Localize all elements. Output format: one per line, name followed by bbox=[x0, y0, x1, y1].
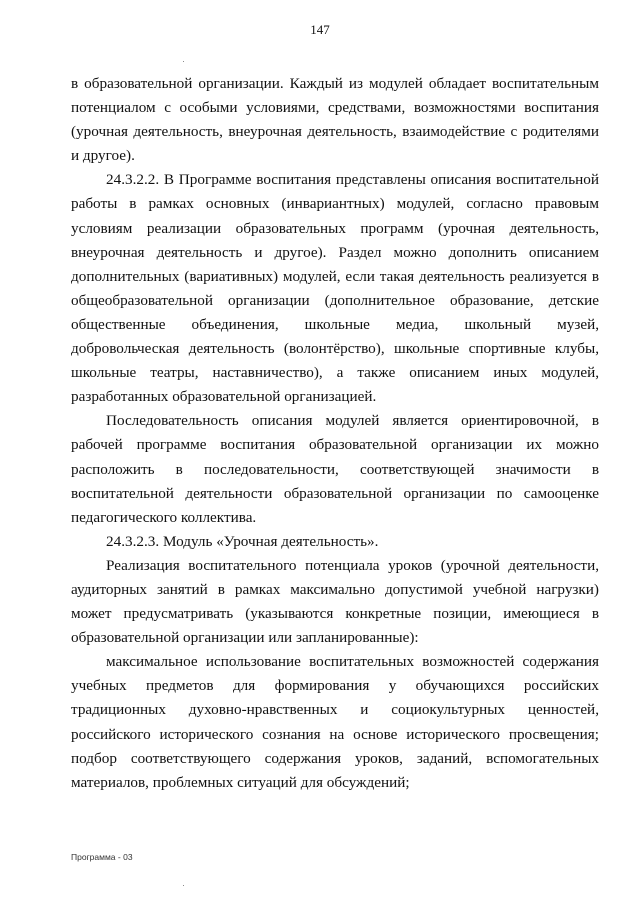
paragraph-continuation: в образовательной организации. Каждый из модулей обладает воспитательным потенциалом с особыми условиями, средствами, возможностями воспитания (урочная деятельность, внеурочная деятельность, взаимодействие с родителями и другое). bbox=[71, 75, 599, 165]
paragraph-module-order: Последовательность описания модулей является ориентировочной, в рабочей программе воспитания образовательной организации их можно расположить в последовательности, соответствующей значимости в воспитательной деятельности образовательной организации по самооценке педагогического коллектива. bbox=[71, 412, 599, 526]
body-text bbox=[71, 72, 599, 795]
scan-artifact-mark: · bbox=[182, 880, 185, 890]
page-number: 147 bbox=[310, 22, 330, 37]
paragraph-max-use: максимальное использование воспитательных возможностей содержания учебных предметов для формирования у обучающихся российских традиционных духовно-нравственных и социокультурных ценностей, российского исторического сознания на основе исторического просвещения; подбор соответствующего содержания уроков, заданий, вспомогательных материалов, проблемных ситуаций для обсуждений; bbox=[71, 653, 599, 791]
paragraph-24-3-2-2: 24.3.2.2. В Программе воспитания представлены описания воспитательной работы в рамках основных (инвариантных) модулей, согласно правовым условиям реализации образовательных программ (урочная деятельность, внеурочная деятельность и другое). Раздел можно дополнить описанием дополнительных (вариативных) модулей, если такая деятельность реализуется в общеобразовательной организации (дополнительное образование, детские общественные объединения, школьные медиа, школьный музей, добровольческая деятельность (волонтёрство), школьные спортивные клубы, школьные театры, наставничество), а также описанием иных модулей, разработанных образовательной организацией. bbox=[71, 171, 599, 406]
footer-label: Программа - 03 bbox=[71, 852, 133, 862]
section-heading-24-3-2-3: 24.3.2.3. Модуль «Урочная деятельность». bbox=[106, 532, 379, 550]
paragraph-lesson-potential: Реализация воспитательного потенциала уроков (урочной деятельности, аудиторных занятий в рамках максимально допустимой учебной нагрузки) может предусматривать (указываются конкретные позиции, имеющиеся в образовательной организации или запланированные): bbox=[71, 556, 599, 647]
scan-artifact-mark: · bbox=[182, 56, 185, 66]
